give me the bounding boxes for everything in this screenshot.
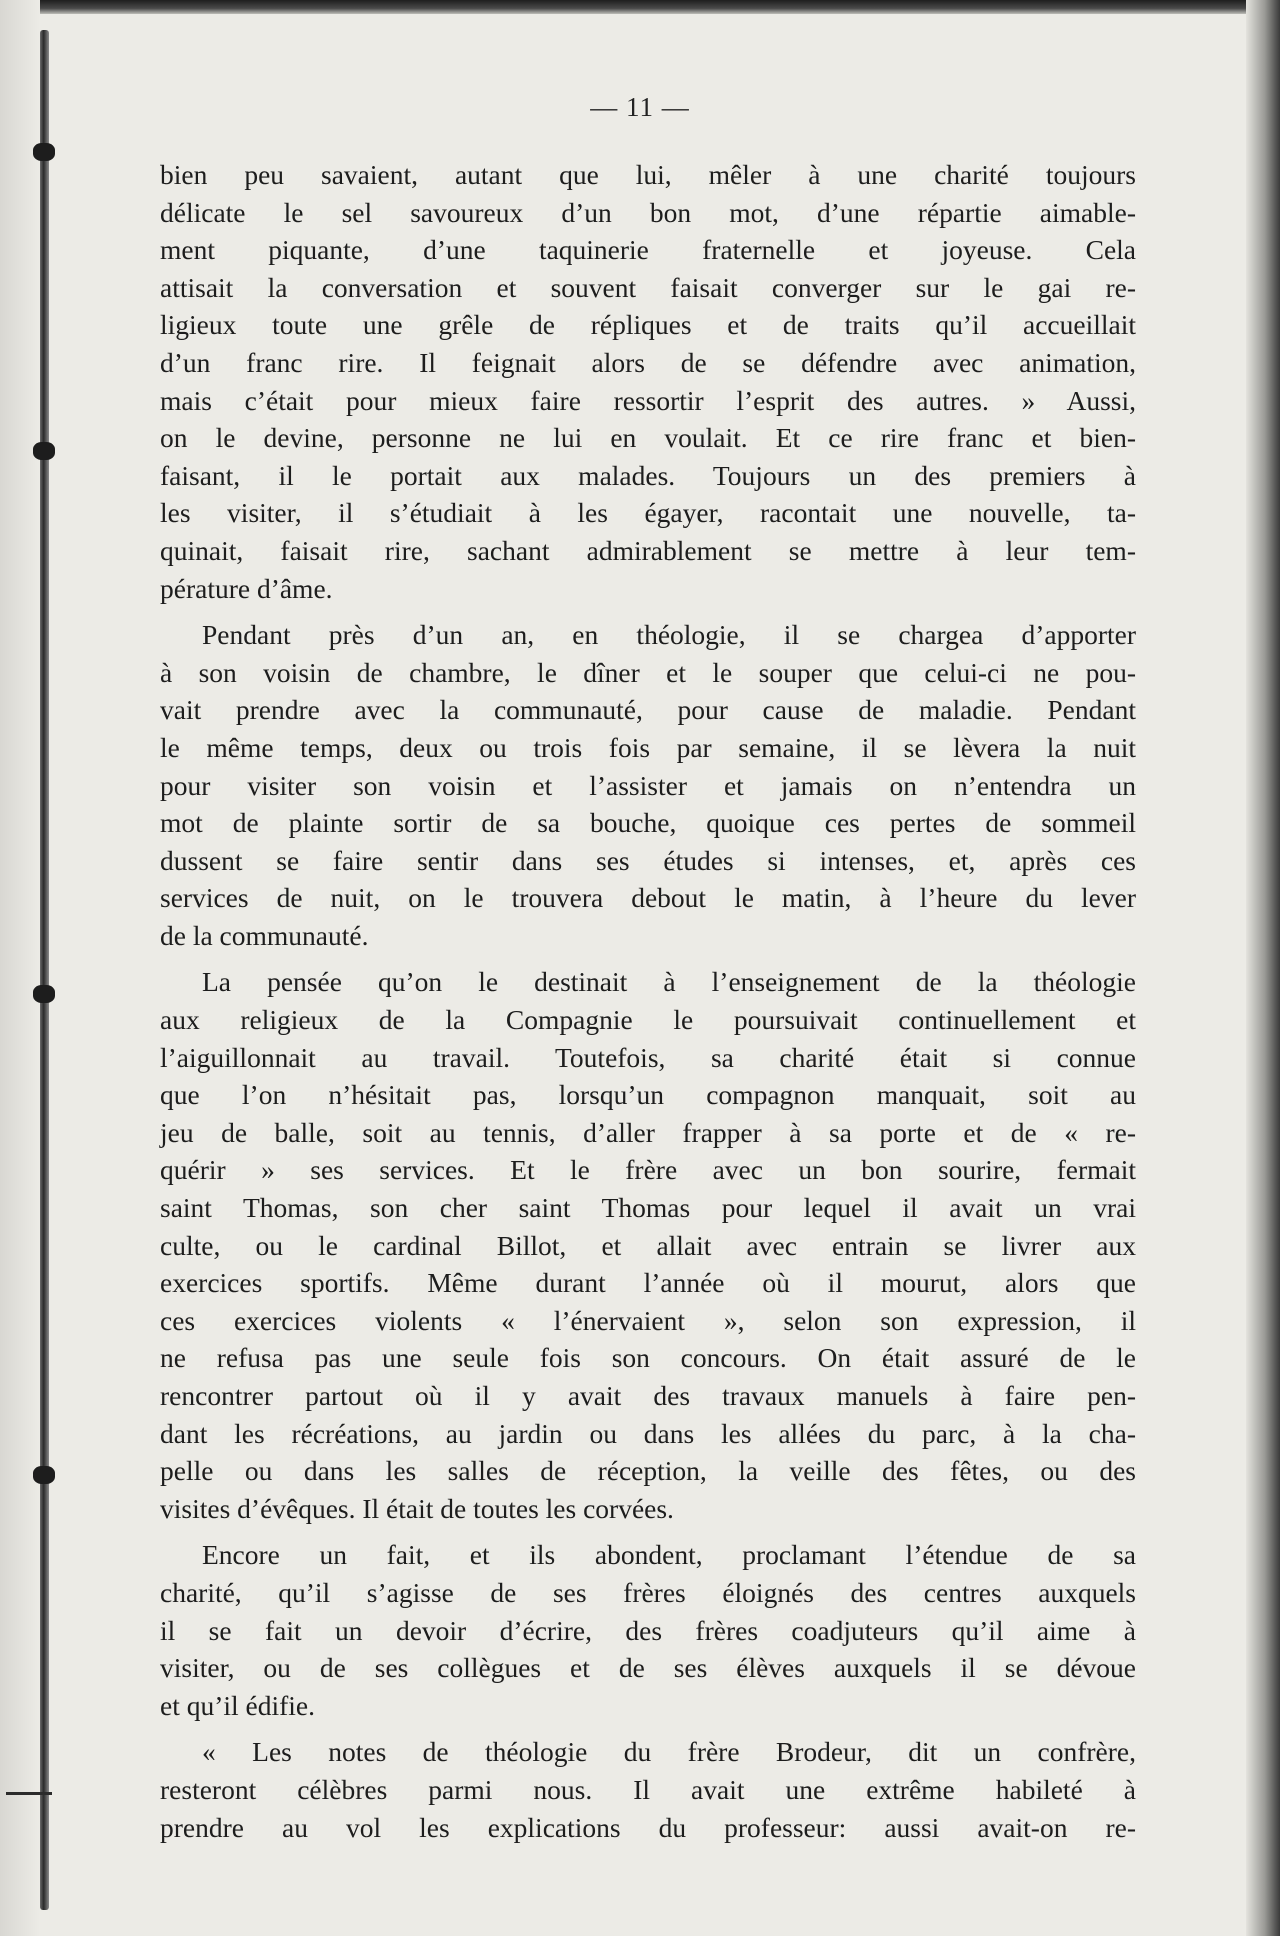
binding-strip xyxy=(40,30,49,1910)
binding-shadow xyxy=(0,0,40,1936)
text-line: faisant, il le portait aux malades. Toujours un des premiers à xyxy=(160,459,1136,491)
paragraph xyxy=(160,963,1136,1527)
text-line: rencontrer partout où il y avait des travaux manuels à faire pen- xyxy=(160,1380,1136,1411)
text-line: pérature d’âme. xyxy=(160,572,333,604)
text-line: jeu de balle, soit au tennis, d’aller frapper à sa porte et de « re- xyxy=(160,1116,1136,1148)
text-line: visites d’évêques. Il était de toutes les corvées. xyxy=(160,1492,674,1524)
text-line: ligieux toute une grêle de répliques et de traits qu’il accueillait xyxy=(160,309,1136,341)
text-line: quinait, faisait rire, sachant admirablement se mettre à leur tem- xyxy=(160,534,1136,566)
text-line: dussent se faire sentir dans ses études si intenses, et, après ces xyxy=(160,844,1136,876)
page-top-edge xyxy=(0,0,1280,14)
text-line: dant les récréations, au jardin ou dans les allées du parc, à la cha- xyxy=(160,1417,1136,1449)
text-line: attisait la conversation et souvent faisait converger sur le gai re- xyxy=(160,271,1136,303)
text-line: resteront célèbres parmi nous. Il avait une extrême habileté à xyxy=(160,1773,1136,1805)
body-text xyxy=(160,156,1136,1846)
text-line: aux religieux de la Compagnie le poursuivait continuellement et xyxy=(160,1004,1136,1036)
text-line: d’un franc rire. Il feignait alors de se défendre avec animation, xyxy=(160,346,1136,378)
text-line: on le devine, personne ne lui en voulait. Et ce rire franc et bien- xyxy=(160,422,1136,454)
binding-tie xyxy=(33,1466,55,1484)
text-line: le même temps, deux ou trois fois par semaine, il se lèvera la nuit xyxy=(160,731,1136,763)
text-line: La pensée qu’on le destinait à l’enseignement de la théologie xyxy=(202,966,1136,998)
text-line: quérir » ses services. Et le frère avec un bon sourire, fermait xyxy=(160,1154,1136,1186)
text-line: pour visiter son voisin et l’assister et jamais on n’entendra un xyxy=(160,769,1136,801)
text-line: culte, ou le cardinal Billot, et allait avec entrain se livrer aux xyxy=(160,1229,1136,1261)
text-line: exercices sportifs. Même durant l’année où il mourut, alors que xyxy=(160,1267,1136,1299)
text-line: vait prendre avec la communauté, pour cause de maladie. Pendant xyxy=(160,694,1136,726)
text-line: services de nuit, on le trouvera debout le matin, à l’heure du lever xyxy=(160,882,1136,914)
text-line: pelle ou dans les salles de réception, la veille des fêtes, ou des xyxy=(160,1455,1136,1487)
page-number: — 11 — xyxy=(590,92,690,122)
text-line: délicate le sel savoureux d’un bon mot, d’une répartie aimable- xyxy=(160,196,1136,228)
text-line: à son voisin de chambre, le dîner et le souper que celui-ci ne pou- xyxy=(160,656,1136,688)
binding-thread xyxy=(6,1792,52,1795)
text-line: ment piquante, d’une taquinerie fraternelle et joyeuse. Cela xyxy=(160,234,1136,266)
text-line: et qu’il édifie. xyxy=(160,1689,316,1721)
text-line: mais c’était pour mieux faire ressortir l’esprit des autres. » Aussi, xyxy=(160,384,1136,416)
paragraph xyxy=(160,1733,1136,1846)
text-line: l’aiguillonnait au travail. Toutefois, sa charité était si connue xyxy=(160,1041,1136,1073)
text-line: saint Thomas, son cher saint Thomas pour lequel il avait un vrai xyxy=(160,1192,1136,1224)
text-line: « Les notes de théologie du frère Brodeur, dit un confrère, xyxy=(202,1736,1136,1768)
binding xyxy=(0,0,64,1936)
text-line: prendre au vol les explications du professeur: aussi avait-on re- xyxy=(160,1811,1136,1843)
text-line: les visiter, il s’étudiait à les égayer, racontait une nouvelle, ta- xyxy=(160,497,1136,529)
text-line: que l’on n’hésitait pas, lorsqu’un compagnon manquait, soit au xyxy=(160,1079,1136,1111)
text-line: visiter, ou de ses collègues et de ses élèves auxquels il se dévoue xyxy=(160,1652,1136,1684)
text-line: Pendant près d’un an, en théologie, il se chargea d’apporter xyxy=(202,619,1136,651)
text-line: il se fait un devoir d’écrire, des frères coadjuteurs qu’il aime à xyxy=(160,1614,1136,1646)
binding-tie xyxy=(33,442,55,460)
text-line: ces exercices violents « l’énervaient », selon son expression, il xyxy=(160,1304,1136,1336)
text-line: de la communauté. xyxy=(160,919,369,951)
page-right-edge xyxy=(1246,0,1280,1936)
binding-tie xyxy=(33,985,55,1003)
text-line: ne refusa pas une seule fois son concours. On était assuré de le xyxy=(160,1342,1136,1374)
paragraph xyxy=(160,156,1136,607)
binding-tie xyxy=(33,143,55,161)
text-line: Encore un fait, et ils abondent, proclamant l’étendue de sa xyxy=(202,1539,1136,1571)
text-line: charité, qu’il s’agisse de ses frères éloignés des centres auxquels xyxy=(160,1576,1136,1608)
paragraph xyxy=(160,1536,1136,1724)
text-line: mot de plainte sortir de sa bouche, quoique ces pertes de sommeil xyxy=(160,807,1136,839)
text-line: bien peu savaient, autant que lui, mêler à une charité toujours xyxy=(160,159,1136,190)
paragraph xyxy=(160,616,1136,954)
